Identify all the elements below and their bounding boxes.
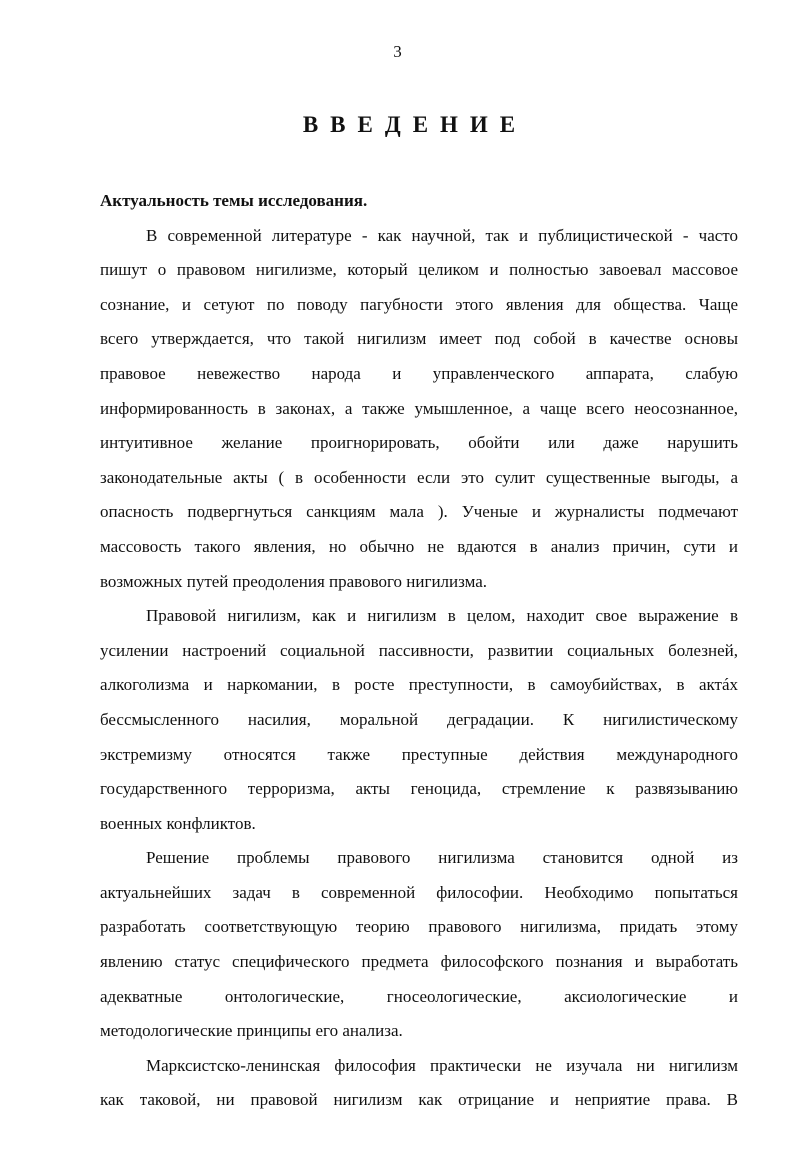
page-number: 3 <box>393 42 402 61</box>
section-heading: Актуальность темы исследования. <box>100 191 368 210</box>
text-line: бессмысленного насилия, моральной деградации. К нигилистическому <box>100 709 738 729</box>
text-line: массовость такого явления, но обычно не вдаются в анализ причин, сути и <box>100 536 738 556</box>
text-line: разработать соответствующую теорию правового нигилизма, придать этому <box>100 917 738 937</box>
text-line: усилении настроений социальной пассивности, развитии социальных болезней, <box>100 640 738 660</box>
text-line: сознание, и сетуют по поводу пагубности этого явления для общества. Чаще <box>100 294 738 314</box>
paragraph-4 <box>100 1049 738 1118</box>
text-line: адекватные онтологические, гносеологические, аксиологические и <box>100 986 738 1006</box>
text-line: Марксистско-ленинская философия практически не изучала ни нигилизм <box>146 1055 738 1075</box>
text-line: методологические принципы его анализа. <box>100 1021 403 1041</box>
text-line: интуитивное желание проигнорировать, обойти или даже нарушить <box>100 433 738 453</box>
text-line: правовое невежество народа и управленческого аппарата, слабую <box>100 363 738 383</box>
paragraph-1 <box>100 219 738 600</box>
text-line: возможных путей преодоления правового нигилизма. <box>100 571 488 591</box>
document-body <box>100 184 738 1118</box>
text-line: явлению статус специфического предмета философского познания и выработать <box>100 952 738 972</box>
text-line: военных конфликтов. <box>100 813 256 833</box>
text-line: В современной литературе - как научной, так и публицистической - часто <box>146 225 738 245</box>
text-line: информированность в законах, а также умышленное, а чаще всего неосознанное, <box>100 398 738 418</box>
text-line: опасность подвергнуться санкциям мала ). Ученые и журналисты подмечают <box>100 502 738 522</box>
page-title: ВВЕДЕНИЕ <box>302 112 528 137</box>
text-line: алкоголизма и наркомании, в росте преступности, в самоубийствах, в актáх <box>100 675 738 695</box>
paragraph-3 <box>100 841 738 1049</box>
text-line: пишут о правовом нигилизме, который целиком и полностью завоевал массовое <box>100 260 738 280</box>
paragraph-2 <box>100 599 738 841</box>
text-line: экстремизму относятся также преступные действия международного <box>100 744 738 764</box>
text-line: Решение проблемы правового нигилизма становится одной из <box>146 848 738 868</box>
text-line: Правовой нигилизм, как и нигилизм в целом, находит свое выражение в <box>146 606 738 626</box>
text-line: как таковой, ни правовой нигилизм как отрицание и неприятие права. В <box>100 1090 738 1110</box>
text-line: актуальнейших задач в современной философии. Необходимо попытаться <box>100 882 738 902</box>
text-line: законодательные акты ( в особенности если это сулит существенные выгоды, а <box>100 467 738 487</box>
text-line: государственного терроризма, акты геноцида, стремление к развязыванию <box>100 779 738 799</box>
text-line: всего утверждается, что такой нигилизм имеет под собой в качестве основы <box>100 329 738 349</box>
